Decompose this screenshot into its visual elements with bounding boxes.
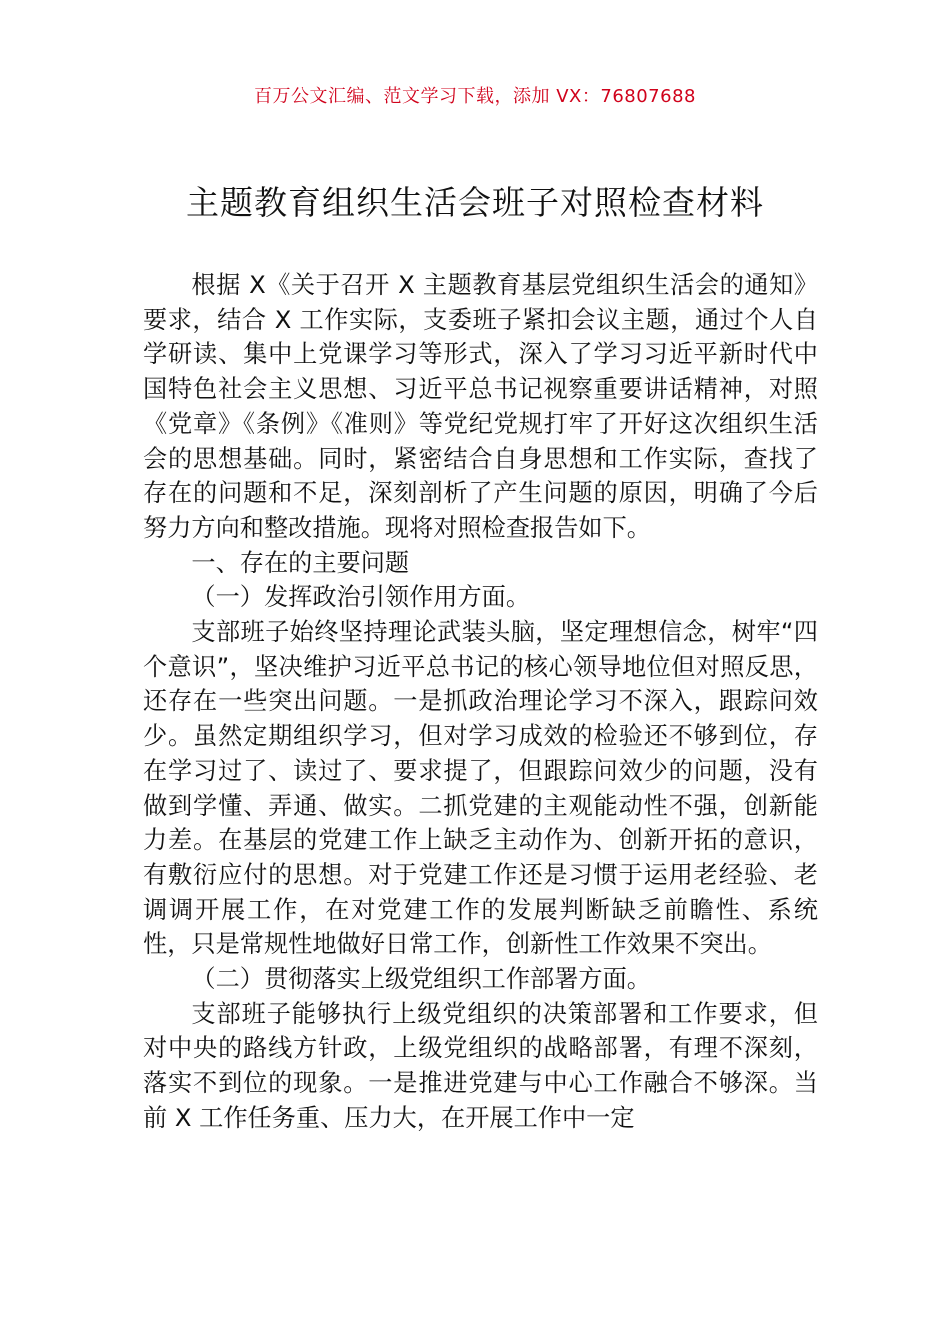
body-paragraph: 支部班子始终坚持理论武装头脑，坚定理想信念，树牢“四个意识”，坚决维护习近平总书记的核心领导地位但对照反思，还存在一些突出问题。一是抓政治理论学习不深入，跟踪问效少。虽然定期组织学习，但对学习成效的检验还不够到位，存在学习过了、读过了、要求提了，但跟踪问效少的问题，没有做到学懂、弄通、做实。二抓党建的主观能动性不强，创新能力差。在基层的党建工作上缺乏主动作为、创新开拓的意识，有敷衍应付的思想。对于党建工作还是习惯于运用老经验、老调调开展工作，在对党建工作的发展判断缺乏前瞻性、系统性，只是常规性地做好日常工作，创新性工作效果不突出。 (143, 618, 818, 959)
document-body (143, 268, 818, 1136)
watermark-banner: 百万公文汇编、范文学习下载，添加 VX：76807688 (254, 86, 696, 107)
body-paragraph: 根据 X《关于召开 X 主题教育基层党组织生活会的通知》要求，结合 X 工作实际，支委班子紧扣会议主题，通过个人自学研读、集中上党课学习等形式，深入了学习习近平新时代中国特色社会主义思想、习近平总书记视察重要讲话精神，对照《党章》《条例》《准则》等党纪党规打牢了开好这次组织生活会的思想基础。同时，紧密结合自身思想和工作实际，查找了存在的问题和不足，深刻剖析了产生问题的原因，明确了今后努力方向和整改措施。现将对照检查报告如下。 (143, 271, 818, 542)
body-paragraph: 支部班子能够执行上级党组织的决策部署和工作要求，但对中央的路线方针政，上级党组织的战略部署，有理不深刻，落实不到位的现象。一是推进党建与中心工作融合不够深。当前 X 工作任务重、压力大，在开展工作中一定 (143, 999, 818, 1132)
subsection-heading: （二）贯彻落实上级党组织工作部署方面。 (191, 965, 651, 994)
section-heading: 一、存在的主要问题 (191, 548, 410, 577)
document-title: 主题教育组织生活会班子对照检查材料 (186, 183, 764, 222)
subsection-heading: （一）发挥政治引领作用方面。 (191, 583, 531, 612)
